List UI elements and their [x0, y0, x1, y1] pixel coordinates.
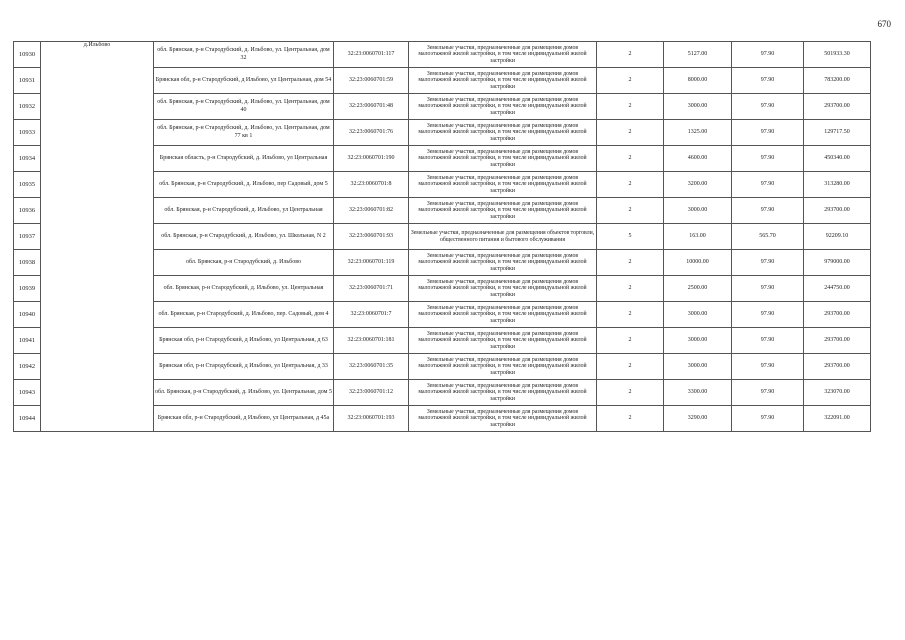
cadastral-value-cell: 129717.50 [804, 120, 871, 146]
cadastral-number-cell: 32:23:0060701:82 [334, 198, 409, 224]
specific-value-cell: 97.90 [732, 276, 804, 302]
table-body [14, 42, 871, 432]
group-code-cell: 2 [597, 354, 664, 380]
group-code-cell: 2 [597, 198, 664, 224]
area-cell: 5127.00 [664, 42, 732, 68]
settlement-cell [41, 224, 154, 250]
cadastral-value-cell: 293700.00 [804, 328, 871, 354]
cadastral-value-cell: 322091.00 [804, 406, 871, 432]
table-row [14, 94, 871, 120]
specific-value-cell: 565.70 [732, 224, 804, 250]
specific-value-cell: 97.90 [732, 68, 804, 94]
group-code-cell: 2 [597, 328, 664, 354]
row-number-cell: 10938 [14, 250, 41, 276]
row-number-cell: 10932 [14, 94, 41, 120]
land-use-cell: Земельные участки, предназначенные для размещения домов малоэтажной жилой застройки, в том числе индивидуальной жилой застройки [409, 328, 597, 354]
row-number-cell: 10934 [14, 146, 41, 172]
cadastral-value-cell: 293700.00 [804, 198, 871, 224]
settlement-cell [41, 276, 154, 302]
cadastral-number-cell: 32:23:0060701:12 [334, 380, 409, 406]
table-row [14, 68, 871, 94]
specific-value-cell: 97.90 [732, 354, 804, 380]
address-cell: Брянская обл, р-н Стародубский, д Ильбово, ул Центральная, д 63 [154, 328, 334, 354]
land-use-cell: Земельные участки, предназначенные для размещения домов малоэтажной жилой застройки, в том числе индивидуальной жилой застройки [409, 380, 597, 406]
settlement-cell [41, 406, 154, 432]
cadastral-number-cell: 32:23:0060701:117 [334, 42, 409, 68]
area-cell: 163.00 [664, 224, 732, 250]
address-cell: обл. Брянская, р-н Стародубский, д. Ильбово, ул. Центральная, дом 40 [154, 94, 334, 120]
cadastral-value-cell: 244750.00 [804, 276, 871, 302]
cadastral-value-cell: 293700.00 [804, 354, 871, 380]
land-use-cell: Земельные участки, предназначенные для размещения домов малоэтажной жилой застройки, в том числе индивидуальной жилой застройки [409, 68, 597, 94]
row-number-cell: 10931 [14, 68, 41, 94]
settlement-cell [41, 146, 154, 172]
row-number-cell: 10940 [14, 302, 41, 328]
land-use-cell: Земельные участки, предназначенные для размещения домов малоэтажной жилой застройки, в том числе индивидуальной жилой застройки [409, 198, 597, 224]
settlement-cell [41, 172, 154, 198]
cadastral-number-cell: 32:23:0060701:181 [334, 328, 409, 354]
settlement-cell: д.Ильбово [41, 42, 154, 68]
settlement-cell [41, 354, 154, 380]
specific-value-cell: 97.90 [732, 380, 804, 406]
area-cell: 4600.00 [664, 146, 732, 172]
group-code-cell: 2 [597, 120, 664, 146]
land-use-cell: Земельные участки, предназначенные для размещения домов малоэтажной жилой застройки, в том числе индивидуальной жилой застройки [409, 172, 597, 198]
cadastral-number-cell: 32:23:0060701:190 [334, 146, 409, 172]
table-row [14, 250, 871, 276]
cadastral-value-cell: 979000.00 [804, 250, 871, 276]
land-use-cell: Земельные участки, предназначенные для размещения домов малоэтажной жилой застройки, в том числе индивидуальной жилой застройки [409, 120, 597, 146]
land-use-cell: Земельные участки, предназначенные для размещения домов малоэтажной жилой застройки, в том числе индивидуальной жилой застройки [409, 302, 597, 328]
cadastral-number-cell: 32:23:0060701:71 [334, 276, 409, 302]
area-cell: 8000.00 [664, 68, 732, 94]
cadastral-value-table [13, 41, 871, 432]
address-cell: обл. Брянская, р-н Стародубский, д. Ильбово, ул. Школьная, N 2 [154, 224, 334, 250]
address-cell: обл. Брянская, р-н Стародубский, д. Ильбово, ул. Центральная, дом 32 [154, 42, 334, 68]
area-cell: 3200.00 [664, 172, 732, 198]
cadastral-number-cell: 32:23:0060701:8 [334, 172, 409, 198]
cadastral-value-cell: 92209.10 [804, 224, 871, 250]
cadastral-number-cell: 32:23:0060701:35 [334, 354, 409, 380]
page-number: 670 [877, 19, 891, 29]
settlement-cell [41, 120, 154, 146]
table-row [14, 172, 871, 198]
specific-value-cell: 97.90 [732, 406, 804, 432]
cadastral-number-cell: 32:23:0060701:48 [334, 94, 409, 120]
specific-value-cell: 97.90 [732, 146, 804, 172]
area-cell: 2500.00 [664, 276, 732, 302]
group-code-cell: 2 [597, 302, 664, 328]
row-number-cell: 10942 [14, 354, 41, 380]
address-cell: обл. Брянская, р-н Стародубский, д. Ильбово, ул Центральная [154, 198, 334, 224]
area-cell: 3290.00 [664, 406, 732, 432]
cadastral-value-cell: 783200.00 [804, 68, 871, 94]
table-row [14, 224, 871, 250]
address-cell: Брянская обл, р-н Стародубский, д Ильбово, ул Центральная, дом 54 [154, 68, 334, 94]
row-number-cell: 10937 [14, 224, 41, 250]
specific-value-cell: 97.90 [732, 120, 804, 146]
area-cell: 3000.00 [664, 302, 732, 328]
area-cell: 3000.00 [664, 94, 732, 120]
cadastral-number-cell: 32:23:0060701:193 [334, 406, 409, 432]
address-cell: обл. Брянская, р-н Стародубский, д. Ильбово, ул. Центральная, дом 77 кв 1 [154, 120, 334, 146]
table-row [14, 146, 871, 172]
area-cell: 3300.00 [664, 380, 732, 406]
address-cell: обл. Брянская, р-н Стародубский, д. Ильбово, пер. Садовый, дом 4 [154, 302, 334, 328]
area-cell: 3000.00 [664, 198, 732, 224]
table-row [14, 380, 871, 406]
land-use-cell: Земельные участки, предназначенные для размещения домов малоэтажной жилой застройки, в том числе индивидуальной жилой застройки [409, 276, 597, 302]
address-cell: обл. Брянская, р-н Стародубский, д. Ильбово, ул. Центральная, дом 5 [154, 380, 334, 406]
area-cell: 1325.00 [664, 120, 732, 146]
table-row [14, 42, 871, 68]
address-cell: Брянская область, р-н Стародубский, д. Ильбово, ул Центральная [154, 146, 334, 172]
group-code-cell: 2 [597, 42, 664, 68]
row-number-cell: 10939 [14, 276, 41, 302]
group-code-cell: 2 [597, 380, 664, 406]
cadastral-value-cell: 323070.00 [804, 380, 871, 406]
specific-value-cell: 97.90 [732, 198, 804, 224]
address-cell: Брянская обл, р-н Стародубский, д Ильбово, ул Центральная, д 45а [154, 406, 334, 432]
row-number-cell: 10930 [14, 42, 41, 68]
row-number-cell: 10936 [14, 198, 41, 224]
address-cell: обл. Брянская, р-н Стародубский, д. Ильбово, ул. Центральная [154, 276, 334, 302]
table-row [14, 328, 871, 354]
table-row [14, 354, 871, 380]
address-cell: обл. Брянская, р-н Стародубский, д. Ильбово, пер Садовый, дом 5 [154, 172, 334, 198]
cadastral-number-cell: 32:23:0060701:59 [334, 68, 409, 94]
specific-value-cell: 97.90 [732, 172, 804, 198]
land-use-cell: Земельные участки, предназначенные для размещения домов малоэтажной жилой застройки, в том числе индивидуальной жилой застройки [409, 146, 597, 172]
group-code-cell: 2 [597, 172, 664, 198]
area-cell: 3000.00 [664, 328, 732, 354]
row-number-cell: 10943 [14, 380, 41, 406]
row-number-cell: 10944 [14, 406, 41, 432]
land-use-cell: Земельные участки, предназначенные для размещения домов малоэтажной жилой застройки, в том числе индивидуальной жилой застройки [409, 42, 597, 68]
cadastral-value-cell: 293700.00 [804, 94, 871, 120]
cadastral-number-cell: 32:23:0060701:7 [334, 302, 409, 328]
specific-value-cell: 97.90 [732, 94, 804, 120]
group-code-cell: 2 [597, 406, 664, 432]
cadastral-value-cell: 450340.00 [804, 146, 871, 172]
group-code-cell: 2 [597, 276, 664, 302]
land-use-cell: Земельные участки, предназначенные для размещения домов малоэтажной жилой застройки, в том числе индивидуальной жилой застройки [409, 406, 597, 432]
cadastral-value-cell: 293700.00 [804, 302, 871, 328]
row-number-cell: 10933 [14, 120, 41, 146]
cadastral-value-cell: 313280.00 [804, 172, 871, 198]
cadastral-number-cell: 32:23:0060701:76 [334, 120, 409, 146]
land-use-cell: Земельные участки, предназначенные для размещения домов малоэтажной жилой застройки, в том числе индивидуальной жилой застройки [409, 94, 597, 120]
settlement-cell [41, 302, 154, 328]
row-number-cell: 10935 [14, 172, 41, 198]
specific-value-cell: 97.90 [732, 328, 804, 354]
settlement-cell [41, 250, 154, 276]
specific-value-cell: 97.90 [732, 42, 804, 68]
table-row [14, 276, 871, 302]
specific-value-cell: 97.90 [732, 302, 804, 328]
table-row [14, 120, 871, 146]
area-cell: 10000.00 [664, 250, 732, 276]
table-row [14, 198, 871, 224]
address-cell: обл. Брянская, р-н Стародубский, д. Ильбово [154, 250, 334, 276]
settlement-cell [41, 68, 154, 94]
group-code-cell: 2 [597, 250, 664, 276]
settlement-cell [41, 94, 154, 120]
land-use-cell: Земельные участки, предназначенные для размещения объектов торговли, общественного питания и бытового обслуживания [409, 224, 597, 250]
specific-value-cell: 97.90 [732, 250, 804, 276]
settlement-cell [41, 328, 154, 354]
settlement-cell [41, 198, 154, 224]
table-row [14, 406, 871, 432]
table-row [14, 302, 871, 328]
land-use-cell: Земельные участки, предназначенные для размещения домов малоэтажной жилой застройки, в том числе индивидуальной жилой застройки [409, 354, 597, 380]
area-cell: 3000.00 [664, 354, 732, 380]
row-number-cell: 10941 [14, 328, 41, 354]
cadastral-number-cell: 32:23:0060701:119 [334, 250, 409, 276]
cadastral-value-cell: 501933.30 [804, 42, 871, 68]
group-code-cell: 2 [597, 146, 664, 172]
group-code-cell: 5 [597, 224, 664, 250]
cadastral-number-cell: 32:23:0060701:93 [334, 224, 409, 250]
settlement-cell [41, 380, 154, 406]
address-cell: Брянская обл, р-н Стародубский, д Ильбово, ул Центральная, д 33 [154, 354, 334, 380]
land-use-cell: Земельные участки, предназначенные для размещения домов малоэтажной жилой застройки, в том числе индивидуальной жилой застройки [409, 250, 597, 276]
group-code-cell: 2 [597, 68, 664, 94]
group-code-cell: 2 [597, 94, 664, 120]
